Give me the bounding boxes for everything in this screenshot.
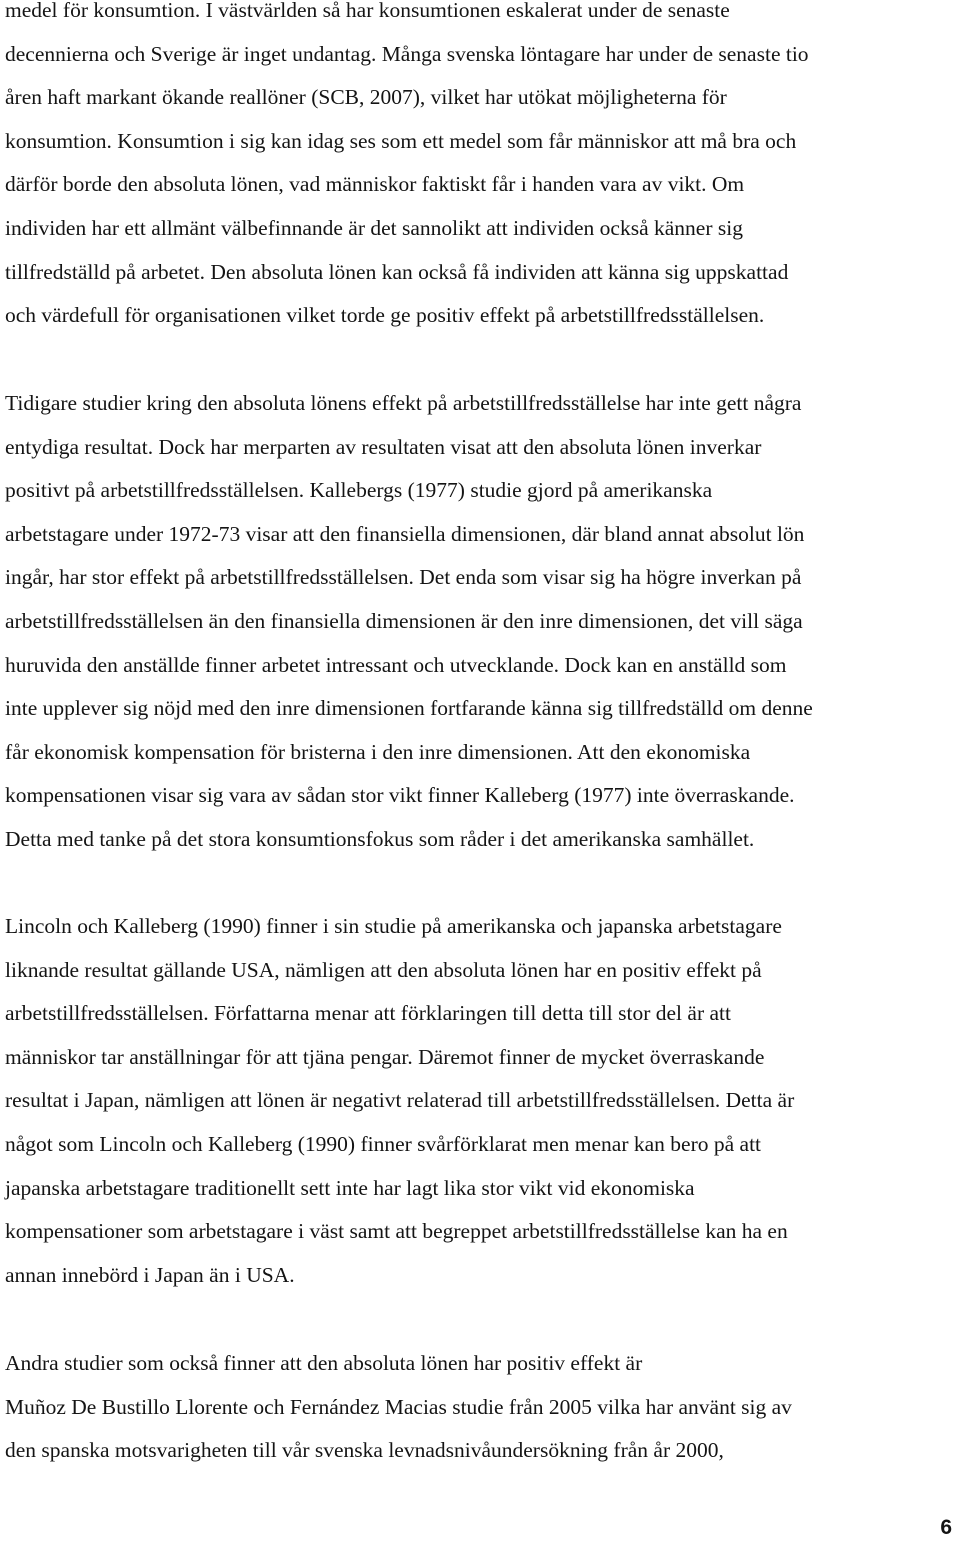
paragraph-consumption <box>5 0 957 338</box>
text-line: därför borde den absoluta lönen, vad människor faktiskt får i handen vara av vikt. Om <box>5 172 745 197</box>
text-line: Andra studier som också finner att den absoluta lönen har positiv effekt är <box>5 1351 643 1375</box>
text-line: den spanska motsvarigheten till vår svenska levnadsnivåundersökning från år 2000, <box>5 1438 724 1463</box>
text-line: individen har ett allmänt välbefinnande är det sannolikt att individen också känner sig <box>5 215 743 240</box>
text-line: får ekonomisk kompensation för bristerna i den inre dimensionen. Att den ekonomiska <box>5 739 751 764</box>
text-line: medel för konsumtion. I västvärlden så har konsumtionen eskalerat under de senaste <box>5 0 730 22</box>
text-line: ingår, har stor effekt på arbetstillfredsställelsen. Det enda som visar sig ha högre inverkan på <box>5 565 802 590</box>
text-line: inte upplever sig nöjd med den inre dimensionen fortfarande känna sig tillfredställd om denne <box>5 696 813 721</box>
text-line: kompensationer som arbetstagare i väst samt att begreppet arbetstillfredsställelse kan ha en <box>5 1219 788 1244</box>
text-line: arbetstillfredsställelsen än den finansiella dimensionen är den inre dimensionen, det vill säga <box>5 608 803 633</box>
text-line: decennierna och Sverige är inget undantag. Många svenska löntagare har under de senaste tio <box>5 41 809 66</box>
text-line: japanska arbetstagare traditionellt sett inte har lagt lika stor vikt vid ekonomiska <box>5 1175 695 1200</box>
text-line: konsumtion. Konsumtion i sig kan idag ses som ett medel som får människor att må bra och <box>5 128 797 153</box>
text-line: åren haft markant ökande reallöner (SCB, 2007), vilket har utökat möjligheterna för <box>5 85 727 110</box>
text-line: liknande resultat gällande USA, nämligen att den absoluta lönen har en positiv effekt på <box>5 957 762 982</box>
text-line: kompensationen visar sig vara av sådan stor vikt finner Kalleberg (1977) inte överraskande. <box>5 783 795 808</box>
text-line: Lincoln och Kalleberg (1990) finner i sin studie på amerikanska och japanska arbetstagare <box>5 914 782 938</box>
text-line: Tidigare studier kring den absoluta lönens effekt på arbetstillfredsställelse har inte gett några <box>5 391 802 415</box>
text-line: tillfredställd på arbetet. Den absoluta lönen kan också få individen att känna sig uppskattad <box>5 259 789 284</box>
text-line: Detta med tanke på det stora konsumtionsfokus som råder i det amerikanska samhället. <box>5 826 755 851</box>
text-line: arbetstagare under 1972-73 visar att den finansiella dimensionen, där bland annat absolut lön <box>5 521 805 546</box>
text-line: resultat i Japan, nämligen att lönen är negativt relaterad till arbetstillfredsställelsen. Detta är <box>5 1088 795 1113</box>
text-line: annan innebörd i Japan än i USA. <box>5 1262 295 1287</box>
paragraph-lincoln-kalleberg <box>5 905 957 1297</box>
text-line: arbetstillfredsställelsen. Författarna menar att förklaringen till detta till stor del är att <box>5 1001 731 1026</box>
text-line: positivt på arbetstillfredsställelsen. Kallebergs (1977) studie gjord på amerikanska <box>5 478 713 503</box>
text-line: Muñoz De Bustillo Llorente och Fernández Macias studie från 2005 vilka har använt sig av <box>5 1394 792 1419</box>
text-line: entydiga resultat. Dock har merparten av resultaten visat att den absoluta lönen inverkar <box>5 434 762 459</box>
page-number: 6 <box>940 1516 952 1539</box>
text-line: huruvida den anställde finner arbetet intressant och utvecklande. Dock kan en anställd som <box>5 652 787 677</box>
text-line: och värdefull för organisationen vilket torde ge positiv effekt på arbetstillfredsställelsen. <box>5 303 765 328</box>
text-line: människor tar anställningar för att tjäna pengar. Däremot finner de mycket överraskande <box>5 1044 765 1069</box>
paragraph-previous-studies <box>5 382 957 862</box>
paragraph-other-studies <box>5 1342 957 1473</box>
text-line: något som Lincoln och Kalleberg (1990) finner svårförklarat men menar kan bero på att <box>5 1131 762 1156</box>
